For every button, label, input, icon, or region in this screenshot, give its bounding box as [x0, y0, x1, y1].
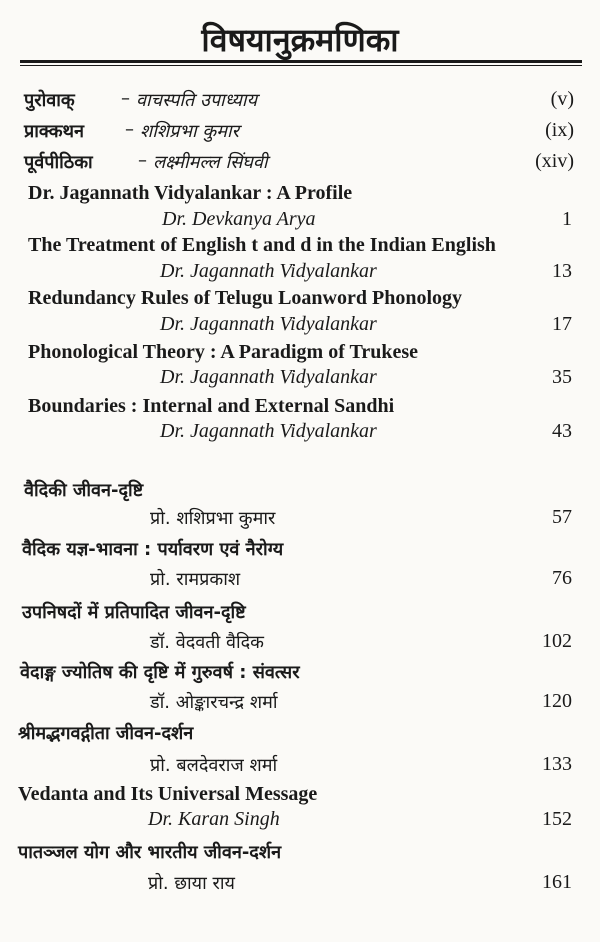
entry-author: प्रो. रामप्रकाश: [150, 569, 241, 590]
entry-page: 57: [552, 506, 572, 528]
entry-author: डॉ. वेदवती वैदिक: [150, 632, 265, 653]
entry-author: प्रो. बलदेवराज शर्मा: [150, 755, 278, 776]
entry-author: लक्ष्मीमल्ल सिंघवी: [153, 152, 268, 173]
title-rule: [20, 60, 582, 63]
entry-author: शशिप्रभा कुमार: [140, 121, 240, 142]
entry-page: 102: [542, 630, 572, 652]
entry-title: प्राक्कथन: [24, 121, 85, 142]
entry-title: Dr. Jagannath Vidyalankar : A Profile: [28, 182, 353, 204]
toc-entry-author-row: [0, 506, 600, 536]
toc-entry-author-row: [0, 630, 600, 660]
entry-author: Dr. Jagannath Vidyalankar: [160, 420, 377, 442]
front-matter-item[interactable]: [0, 88, 600, 118]
entry-page: 13: [552, 260, 572, 282]
entry-title: पातञ्जल योग और भारतीय जीवन-दर्शन: [18, 842, 282, 863]
front-matter-item[interactable]: [0, 150, 600, 180]
entry-author: डॉ. ओङ्कारचन्द्र शर्मा: [150, 692, 278, 713]
toc-entry-title-row[interactable]: [0, 600, 600, 630]
toc-entry-title-row[interactable]: [0, 478, 600, 508]
front-matter-item[interactable]: [0, 119, 600, 149]
page-title: विषयानुक्रमणिका: [201, 21, 399, 59]
toc-entry-author-row: [0, 871, 600, 901]
entry-author: Dr. Devkanya Arya: [162, 208, 316, 230]
toc-entry-author-row: [0, 690, 600, 720]
entry-page: 43: [552, 420, 572, 442]
entry-page: 120: [542, 690, 572, 712]
toc-entry-author-row: [0, 753, 600, 783]
entry-page: 1: [562, 208, 572, 230]
entry-title: वैदिक यज्ञ-भावना : पर्यावरण एवं नैरोग्य: [22, 539, 284, 560]
toc-entry-title-row[interactable]: [0, 721, 600, 751]
toc-entry-author-row: [0, 808, 600, 838]
entry-page: (ix): [545, 119, 574, 141]
page-title-wrap: [0, 0, 600, 65]
toc-entry-author-row: [0, 567, 600, 597]
entry-title: Redundancy Rules of Telugu Loanword Phonology: [28, 287, 463, 309]
entry-page: (v): [550, 88, 574, 110]
entry-title: वेदाङ्ग ज्योतिष की दृष्टि में गुरुवर्ष : संवत्सर: [20, 662, 300, 683]
toc-entry-author-row: [0, 420, 600, 450]
toc-entry-title-row[interactable]: [0, 537, 600, 567]
toc-entry-author-row: [0, 366, 600, 396]
entry-page: (xiv): [535, 150, 574, 172]
entry-author: Dr. Jagannath Vidyalankar: [160, 260, 377, 282]
title-rule-thin: [20, 65, 582, 66]
entry-author: वाचस्पति उपाध्याय: [136, 90, 258, 111]
entry-page: 133: [542, 753, 572, 775]
entry-title: पुरोवाक्: [24, 90, 75, 111]
entry-author: Dr. Jagannath Vidyalankar: [160, 366, 377, 388]
entry-dash: –: [121, 88, 130, 109]
entry-author: प्रो. शशिप्रभा कुमार: [150, 508, 276, 529]
entry-page: 35: [552, 366, 572, 388]
entry-title: The Treatment of English t and d in the Indian English: [28, 234, 496, 256]
entry-page: 17: [552, 313, 572, 335]
entry-page: 161: [542, 871, 572, 893]
entry-title: श्रीमद्भगवद्गीता जीवन-दर्शन: [18, 723, 194, 744]
toc-entry-author-row: [0, 260, 600, 290]
entry-title: Vedanta and Its Universal Message: [18, 783, 318, 805]
entry-author: Dr. Jagannath Vidyalankar: [160, 313, 377, 335]
entry-title: Phonological Theory : A Paradigm of Trukese: [28, 341, 419, 363]
entry-dash: –: [138, 150, 147, 171]
entry-title: पूर्वपीठिका: [24, 152, 93, 173]
entry-page: 76: [552, 567, 572, 589]
entry-author: Dr. Karan Singh: [148, 808, 280, 830]
entry-page: 152: [542, 808, 572, 830]
entry-title: Boundaries : Internal and External Sandhi: [28, 395, 395, 417]
toc-entry-title-row[interactable]: [0, 660, 600, 690]
entry-title: वैदिकी जीवन-दृष्टि: [24, 480, 144, 501]
toc-entry-author-row: [0, 313, 600, 343]
entry-title: उपनिषदों में प्रतिपादित जीवन-दृष्टि: [22, 602, 246, 623]
toc-entry-title-row[interactable]: [0, 840, 600, 870]
entry-author: प्रो. छाया राय: [148, 873, 235, 894]
entry-dash: –: [125, 119, 134, 140]
